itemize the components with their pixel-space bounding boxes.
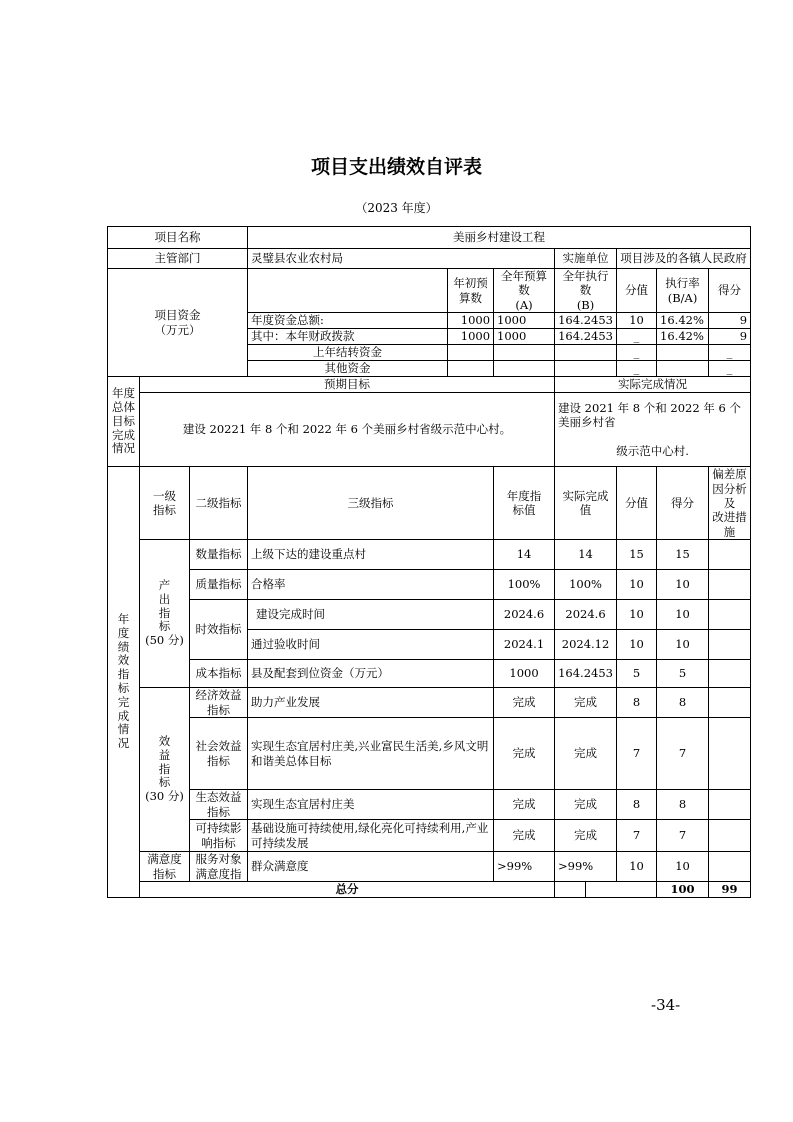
funds-row-label: 上年结转资金 [248,345,448,361]
ind-l3: 基础设施可持续使用,绿化亮化可持续利用,产业可持续发展 [248,820,494,852]
total-got: 99 [709,882,751,898]
evaluation-table [107,226,751,898]
funds-h-full: 全年预算数 (A) [494,269,555,313]
ind-l2: 时效指标 [190,600,248,660]
ind-l3: 合格率 [248,570,494,600]
ind-l3: 县及配套到位资金（万元） [248,660,494,688]
ind-target: 1000 [494,660,555,688]
dept-label: 主管部门 [108,249,248,269]
funds-row-exec: 164.2453 [555,329,617,345]
funds-row-full [494,345,555,361]
funds-h-rate: 执行率 (B/A) [657,269,709,313]
goals-label: 年度 总体 目标 完成 情况 [108,377,140,467]
ind-got: 10 [657,600,709,630]
total-blank [586,882,657,898]
ind-l2: 质量指标 [190,570,248,600]
ind-actual: >99% [555,852,617,882]
actual-goal-line-2: 级示范中心村. [616,443,689,458]
ind-h-target: 年度指 标值 [494,467,555,540]
actual-goal-line-1: 建设 2021 年 8 个和 2022 年 6 个美丽乡村省 [558,401,741,430]
ind-target: 完成 [494,790,555,820]
funds-row-got: _ [709,345,751,361]
ind-l3: 群众满意度 [248,852,494,882]
ind-actual: 14 [555,540,617,570]
output-indicator-label: 产 出 指 标 (50 分) [140,540,190,688]
year-label: （2023 年度） [355,201,438,215]
ind-l3: 建设完成时间 [248,600,494,630]
funds-row-got: 9 [709,313,751,329]
ind-dev [709,540,751,570]
funds-row-rate [657,361,709,377]
ind-target: >99% [494,852,555,882]
funds-row-rate: 16.42% [657,313,709,329]
ind-score: 8 [617,688,657,718]
ind-h-actual: 实际完成 值 [555,467,617,540]
ind-score: 10 [617,852,657,882]
funds-row-full [494,361,555,377]
ind-h-score: 分值 [617,467,657,540]
funds-row-rate [657,345,709,361]
ind-actual: 2024.6 [555,600,617,630]
funds-blank [248,269,448,313]
ind-got: 7 [657,820,709,852]
funds-h-initial: 年初预算数 [448,269,494,313]
ind-l3: 通过验收时间 [248,630,494,660]
funds-row-exec [555,361,617,377]
ind-dev [709,660,751,688]
funds-row-score: _ [617,345,657,361]
page-number: -34- [651,996,681,1014]
funds-row-label: 其中：本年财政拨款 [248,329,448,345]
ind-actual: 100% [555,570,617,600]
ind-dev [709,820,751,852]
ind-score: 8 [617,790,657,820]
funds-h-got: 得分 [709,269,751,313]
funds-row-initial: 1000 [448,329,494,345]
ind-l2: 成本指标 [190,660,248,688]
funds-row-got: 9 [709,329,751,345]
funds-row-full: 1000 [494,313,555,329]
ind-got: 15 [657,540,709,570]
ind-dev [709,718,751,790]
ind-actual: 完成 [555,718,617,790]
ind-l2: 数量指标 [190,540,248,570]
indicators-label: 年 度 绩 效 指 标 完 成 情 况 [108,467,140,898]
funds-row-exec: 164.2453 [555,313,617,329]
project-name: 美丽乡村建设工程 [248,227,751,249]
ind-target: 完成 [494,820,555,852]
funds-row-label: 年度资金总额: [248,313,448,329]
ind-h-got: 得分 [657,467,709,540]
funds-h-exec: 全年执行数 (B) [555,269,617,313]
ind-l2: 生态效益 指标 [190,790,248,820]
funds-row-initial: 1000 [448,313,494,329]
ind-target: 2024.1 [494,630,555,660]
ind-target: 完成 [494,718,555,790]
funds-row-got: _ [709,361,751,377]
ind-l2: 社会效益 指标 [190,718,248,790]
funds-row-full: 1000 [494,329,555,345]
ind-dev [709,570,751,600]
funds-label: 项目资金 （万元） [108,269,248,377]
total-label: 总分 [140,882,555,898]
ind-actual: 完成 [555,688,617,718]
ind-got: 8 [657,688,709,718]
ind-got: 5 [657,660,709,688]
ind-target: 完成 [494,688,555,718]
ind-actual: 164.2453 [555,660,617,688]
total-score: 100 [657,882,709,898]
ind-score: 7 [617,718,657,790]
funds-row-initial [448,345,494,361]
ind-h-l3: 三级指标 [248,467,494,540]
ind-target: 100% [494,570,555,600]
ind-l3: 上级下达的建设重点村 [248,540,494,570]
ind-actual: 完成 [555,820,617,852]
ind-dev [709,630,751,660]
ind-dev [709,852,751,882]
ind-score: 7 [617,820,657,852]
ind-actual: 2024.12 [555,630,617,660]
ind-got: 10 [657,570,709,600]
funds-row-score: _ [617,329,657,345]
ind-score: 10 [617,630,657,660]
funds-row-initial [448,361,494,377]
ind-dev [709,790,751,820]
ind-target: 2024.6 [494,600,555,630]
ind-got: 10 [657,852,709,882]
ind-got: 10 [657,630,709,660]
funds-h-score: 分值 [617,269,657,313]
expected-goal-label: 预期目标 [140,377,555,393]
ind-l3: 实现生态宜居村庄美,兴业富民生活美,乡风文明和谐美总体目标 [248,718,494,790]
ind-score: 10 [617,600,657,630]
ind-l3: 实现生态宜居村庄美 [248,790,494,820]
funds-row-rate: 16.42% [657,329,709,345]
total-blank [555,882,586,898]
actual-goal-label: 实际完成情况 [555,377,751,393]
ind-h-dev: 偏差原因分析及 改进措施 [709,467,751,540]
ind-h-l1: 一级 指标 [140,467,190,540]
ind-target: 14 [494,540,555,570]
ind-score: 5 [617,660,657,688]
funds-row-score: _ [617,361,657,377]
impl-value: 项目涉及的各镇人民政府 [617,249,751,269]
ind-actual: 完成 [555,790,617,820]
benefit-indicator-label: 效 益 指 标 (30 分) [140,688,190,852]
ind-got: 8 [657,790,709,820]
ind-dev [709,688,751,718]
ind-h-l2: 二级指标 [190,467,248,540]
ind-dev [709,600,751,630]
ind-l2: 可持续影 响指标 [190,820,248,852]
ind-got: 7 [657,718,709,790]
dept-value: 灵璧县农业农村局 [248,249,555,269]
impl-label: 实施单位 [555,249,617,269]
ind-l2: 服务对象 满意度指 [190,852,248,882]
ind-l2: 经济效益 指标 [190,688,248,718]
page-title: 项目支出绩效自评表 [310,156,482,178]
ind-l3: 助力产业发展 [248,688,494,718]
funds-row-label: 其他资金 [248,361,448,377]
ind-score: 10 [617,570,657,600]
satisfaction-indicator-label: 满意度 指标 [140,852,190,882]
ind-score: 15 [617,540,657,570]
funds-row-exec [555,345,617,361]
expected-goal: 建设 20221 年 8 个和 2022 年 6 个美丽乡村省级示范中心村。 [140,393,555,467]
actual-goal [555,393,751,467]
project-name-label: 项目名称 [108,227,248,249]
funds-row-score: 10 [617,313,657,329]
